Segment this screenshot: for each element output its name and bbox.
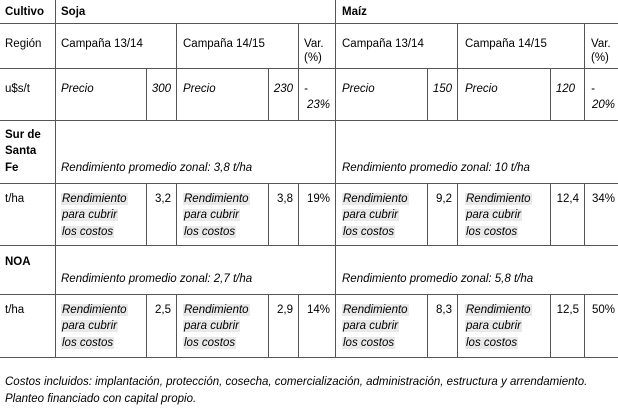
cost-label-text: para cubrir (184, 320, 239, 332)
maiz-yield-var: 34% (591, 193, 615, 205)
yield-unit: t/ha (5, 304, 25, 316)
cost-label-line (342, 224, 395, 240)
cost-label-line (183, 302, 250, 318)
col-divider (176, 23, 177, 120)
soja-campana-1314-header: Campaña 13/14 (61, 38, 143, 50)
col-divider (55, 0, 56, 357)
cost-label-text: los costos (466, 337, 518, 349)
footnote: Costos incluidos: implantación, protección, cosecha, comercialización, administración, estructura y arrendamiento. Planteo financiado con capital propio. (5, 375, 588, 405)
soja-rendimiento-zonal: Rendimiento promedio zonal: 2,7 t/ha (61, 273, 253, 285)
cost-label-line (183, 191, 250, 207)
region-name-line: Fe (5, 162, 19, 174)
cost-label-line (465, 191, 532, 207)
cost-label-line (61, 302, 128, 318)
soja-1314-yield: 3,2 (155, 193, 171, 205)
soja-campana-1415-header: Campaña 14/15 (183, 38, 265, 50)
maiz-1314-yield: 8,3 (436, 304, 452, 316)
region-name-line: Santa (5, 145, 37, 157)
maiz-campana-1415-header: Campaña 14/15 (465, 38, 547, 50)
soja-header: Soja (61, 6, 86, 18)
cost-label-text: para cubrir (343, 209, 398, 221)
price-unit: u$s/t (5, 83, 30, 95)
cost-label-line (465, 224, 518, 240)
region-name-line: Sur de (5, 129, 41, 141)
maiz-var-header: Var. (591, 38, 611, 50)
soja-1415-yield: 3,8 (277, 193, 293, 205)
region-header: Región (5, 38, 42, 50)
soja-rendimiento-zonal: Rendimiento promedio zonal: 3,8 t/ha (61, 162, 253, 174)
soja-price-var: 23% (306, 99, 330, 111)
cost-label-line (61, 224, 114, 240)
cost-label-text: Rendimiento (62, 304, 127, 316)
cost-label-text: Rendimiento (343, 193, 408, 205)
col-divider (335, 0, 336, 357)
maiz-1314-yield: 9,2 (436, 193, 452, 205)
soja-1415-price-label: Precio (183, 83, 216, 95)
soja-price-var-sign: - (304, 83, 308, 95)
cost-label-line (465, 302, 532, 318)
soja-1415-yield: 2,9 (277, 304, 293, 316)
col-divider (176, 294, 177, 357)
row-divider (0, 357, 618, 358)
cost-label-text: para cubrir (184, 209, 239, 221)
row-divider (0, 294, 618, 295)
cost-label-line (342, 318, 399, 334)
maiz-1314-price-label: Precio (342, 83, 375, 95)
region-name-line: NOA (5, 256, 31, 268)
yield-unit: t/ha (5, 193, 25, 205)
maiz-rendimiento-zonal: Rendimiento promedio zonal: 5,8 t/ha (342, 273, 534, 285)
maiz-campana-1314-header: Campaña 13/14 (342, 38, 424, 50)
cost-label-line (342, 302, 409, 318)
row-divider (0, 23, 618, 24)
soja-1314-yield: 2,5 (155, 304, 171, 316)
maiz-1415-yield: 12,4 (556, 193, 579, 205)
cost-label-line (61, 207, 118, 223)
cost-label-line (61, 335, 114, 351)
cost-label-line (183, 224, 236, 240)
cost-label-text: para cubrir (466, 209, 521, 221)
maiz-rendimiento-zonal: Rendimiento promedio zonal: 10 t/ha (342, 162, 530, 174)
maiz-var-header-unit: (%) (591, 52, 609, 64)
cost-label-text: Rendimiento (184, 304, 249, 316)
maiz-1415-price-value: 120 (555, 83, 575, 95)
row-divider (0, 120, 618, 121)
col-divider (457, 23, 458, 120)
cost-label-text: Rendimiento (466, 193, 531, 205)
maiz-price-var: 20% (591, 99, 615, 111)
soja-var-header-unit: (%) (304, 52, 322, 64)
cost-label-line (465, 207, 522, 223)
maiz-1314-price-value: 150 (432, 83, 452, 95)
cost-label-text: los costos (184, 337, 236, 349)
cost-label-text: los costos (343, 226, 395, 238)
soja-1314-price-label: Precio (61, 83, 94, 95)
cost-label-text: Rendimiento (184, 193, 249, 205)
cost-label-line (465, 335, 518, 351)
cost-label-text: para cubrir (343, 320, 398, 332)
col-divider (457, 294, 458, 357)
row-divider (0, 245, 618, 246)
cost-label-line (183, 318, 240, 334)
col-divider (176, 183, 177, 245)
maiz-1415-price-label: Precio (465, 83, 498, 95)
maiz-price-var-sign: - (591, 83, 595, 95)
cost-label-text: Rendimiento (466, 304, 531, 316)
cost-label-line (465, 318, 522, 334)
soja-1314-price-value: 300 (151, 83, 171, 95)
cost-label-line (342, 207, 399, 223)
cost-label-text: los costos (466, 226, 518, 238)
soja-var-header: Var. (304, 38, 324, 50)
cost-label-text: los costos (62, 226, 114, 238)
col-divider (457, 183, 458, 245)
cost-label-line (342, 335, 395, 351)
cost-label-text: Rendimiento (62, 193, 127, 205)
cost-label-text: los costos (184, 226, 236, 238)
cost-label-text: para cubrir (62, 209, 117, 221)
soja-1415-price-value: 230 (273, 83, 293, 95)
cost-label-line (183, 335, 236, 351)
cost-label-text: para cubrir (466, 320, 521, 332)
cost-label-text: para cubrir (62, 320, 117, 332)
cost-label-text: los costos (343, 337, 395, 349)
row-divider (0, 183, 618, 184)
maiz-header: Maíz (342, 6, 367, 18)
row-divider (0, 68, 618, 69)
cost-label-line (342, 191, 409, 207)
maiz-yield-var: 50% (591, 304, 615, 316)
soja-yield-var: 19% (306, 193, 330, 205)
maiz-1415-yield: 12,5 (556, 304, 579, 316)
cost-label-line (183, 207, 240, 223)
cultivo-header: Cultivo (5, 6, 44, 18)
cost-label-text: Rendimiento (343, 304, 408, 316)
soja-yield-var: 14% (306, 304, 330, 316)
cost-label-text: los costos (62, 337, 114, 349)
cost-label-line (61, 318, 118, 334)
cost-label-line (61, 191, 128, 207)
